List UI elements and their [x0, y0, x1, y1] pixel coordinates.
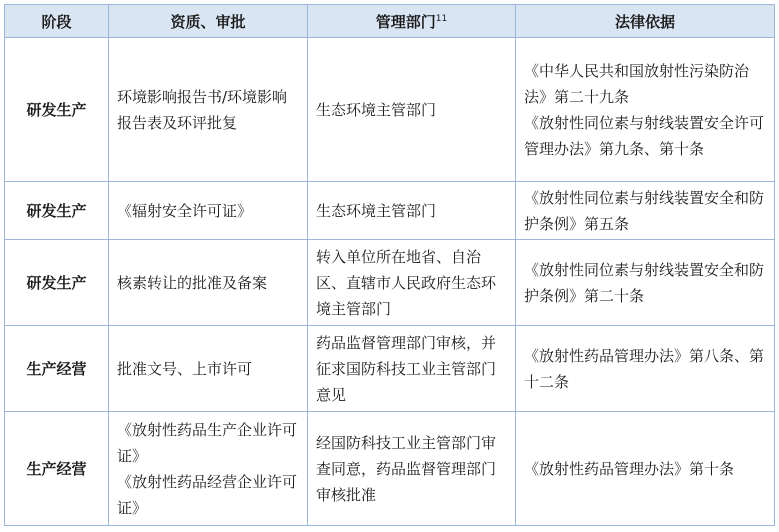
- header-department: [308, 5, 516, 38]
- stage-cell: 生产经营: [5, 412, 109, 526]
- legal-cell: [516, 38, 775, 182]
- legal-cell: [516, 412, 775, 526]
- legal-text: 《中华人民共和国放射性污染防治法》第二十九条: [524, 61, 750, 106]
- legal-text: 《放射性同位素与射线装置安全和防护条例》第二十条: [524, 260, 765, 305]
- header-stage: 阶段: [5, 5, 109, 38]
- legal-cell: [516, 182, 775, 240]
- qualification-cell: [109, 412, 308, 526]
- header-legal: 法律依据: [516, 5, 775, 38]
- department-cell: [308, 38, 516, 182]
- qualification-cell: [109, 182, 308, 240]
- department-cell: [308, 240, 516, 326]
- regulation-table: [4, 4, 775, 526]
- table-row: [5, 182, 775, 240]
- qualification-text: 《放射性药品生产企业许可证》: [117, 420, 298, 465]
- legal-text: 《放射性同位素与射线装置安全和防护条例》第五条: [524, 188, 765, 233]
- table-row: [5, 38, 775, 182]
- qualification-cell: [109, 326, 308, 412]
- qualification-text: 环境影响报告书/环境影响报告表及环评批复: [117, 87, 288, 132]
- table-container: [4, 4, 775, 526]
- legal-text: 《放射性同位素与射线装置安全许可管理办法》第九条、第十条: [524, 113, 765, 158]
- table-row: [5, 326, 775, 412]
- stage-cell: 生产经营: [5, 326, 109, 412]
- department-text: 生态环境主管部门: [316, 201, 437, 220]
- qualification-text: 《辐射安全许可证》: [117, 201, 253, 220]
- legal-text: 《放射性药品管理办法》第十条: [524, 459, 735, 478]
- stage-cell: 研发生产: [5, 240, 109, 326]
- department-text: 生态环境主管部门: [316, 100, 437, 119]
- header-row: [5, 5, 775, 38]
- legal-cell: [516, 326, 775, 412]
- stage-cell: 研发生产: [5, 38, 109, 182]
- table-row: [5, 240, 775, 326]
- legal-cell: [516, 240, 775, 326]
- footnote-marker: 11: [435, 13, 448, 24]
- department-text: 转入单位所在地省、自治区、直辖市人民政府生态环境主管部门: [316, 247, 497, 318]
- department-cell: [308, 326, 516, 412]
- qualification-cell: [109, 240, 308, 326]
- department-cell: [308, 412, 516, 526]
- table-row: [5, 412, 775, 526]
- qualification-text: 核素转让的批准及备案: [117, 273, 268, 292]
- department-text: 经国防科技工业主管部门审查同意，药品监督管理部门审核批准: [316, 433, 497, 504]
- qualification-text: 《放射性药品经营企业许可证》: [117, 472, 298, 517]
- header-qualification: 资质、审批: [109, 5, 308, 38]
- department-text: 药品监督管理部门审核，并征求国防科技工业主管部门意见: [316, 333, 497, 404]
- department-cell: [308, 182, 516, 240]
- qualification-text: 批准文号、上市许可: [117, 359, 253, 378]
- legal-text: 《放射性药品管理办法》第八条、第十二条: [524, 346, 765, 391]
- header-department-label: 管理部门: [375, 12, 436, 31]
- qualification-cell: [109, 38, 308, 182]
- stage-cell: 研发生产: [5, 182, 109, 240]
